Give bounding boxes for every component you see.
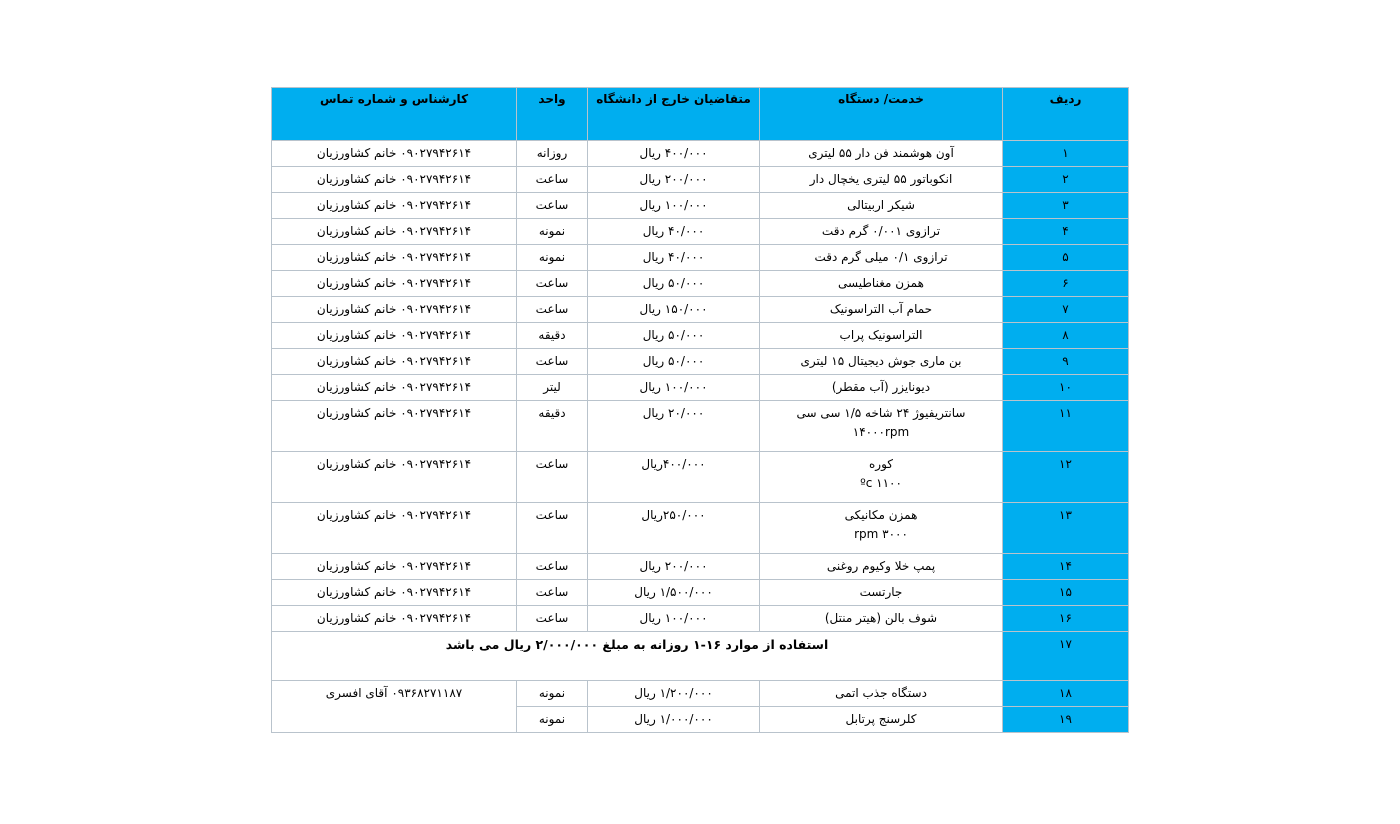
unit-cell: ساعت <box>517 503 588 554</box>
index-cell: ۱۴ <box>1003 554 1129 580</box>
table-row <box>272 349 1129 375</box>
table-row <box>272 503 1129 554</box>
header-unit: واحد <box>517 88 588 141</box>
unit-cell: ساعت <box>517 193 588 219</box>
price-cell: ۲۰/۰۰۰ ریال <box>588 401 760 452</box>
table-row <box>272 606 1129 632</box>
contact-cell: ۰۹۰۲۷۹۴۲۶۱۴ خانم کشاورزیان <box>272 141 517 167</box>
index-cell: ۸ <box>1003 323 1129 349</box>
unit-cell: ساعت <box>517 297 588 323</box>
price-cell: ۲۰۰/۰۰۰ ریال <box>588 167 760 193</box>
service-line: دیونایزر (آب مقطر) <box>831 380 931 394</box>
unit-cell: ساعت <box>517 271 588 297</box>
service-cell <box>760 681 1003 707</box>
table-row <box>272 323 1129 349</box>
header-index: ردیف <box>1003 88 1129 141</box>
service-cell <box>760 323 1003 349</box>
header-price: متقاضیان خارج از دانشگاه <box>588 88 760 141</box>
contact-cell: ۰۹۰۲۷۹۴۲۶۱۴ خانم کشاورزیان <box>272 245 517 271</box>
service-cell <box>760 193 1003 219</box>
service-cell <box>760 245 1003 271</box>
price-cell: ۱/۵۰۰/۰۰۰ ریال <box>588 580 760 606</box>
unit-cell: ساعت <box>517 606 588 632</box>
contact-cell: ۰۹۰۲۷۹۴۲۶۱۴ خانم کشاورزیان <box>272 554 517 580</box>
service-line: ۳۰۰۰ rpm <box>854 527 908 541</box>
index-cell: ۵ <box>1003 245 1129 271</box>
unit-cell: ساعت <box>517 167 588 193</box>
index-cell: ۱۷ <box>1003 632 1129 681</box>
service-cell <box>760 554 1003 580</box>
unit-cell: ساعت <box>517 580 588 606</box>
service-cell <box>760 401 1003 452</box>
table-row <box>272 580 1129 606</box>
contact-cell: ۰۹۰۲۷۹۴۲۶۱۴ خانم کشاورزیان <box>272 323 517 349</box>
unit-cell: نمونه <box>517 681 588 707</box>
service-line: دستگاه جذب اتمی <box>835 686 927 700</box>
service-line: التراسونیک پراب <box>839 328 923 342</box>
services-table <box>271 87 1129 733</box>
contact-cell: ۰۹۰۲۷۹۴۲۶۱۴ خانم کشاورزیان <box>272 193 517 219</box>
table-row <box>272 681 1129 707</box>
table-body <box>272 141 1129 733</box>
price-cell: ۲۵۰/۰۰۰ریال <box>588 503 760 554</box>
service-line: همزن مغناطیسی <box>838 276 924 290</box>
contact-cell: ۰۹۳۶۸۲۷۱۱۸۷ آقای افسری <box>272 681 517 733</box>
index-cell: ۴ <box>1003 219 1129 245</box>
table-row <box>272 554 1129 580</box>
index-cell: ۱۲ <box>1003 452 1129 503</box>
index-cell: ۱۵ <box>1003 580 1129 606</box>
price-cell: ۵۰/۰۰۰ ریال <box>588 271 760 297</box>
table-row <box>272 141 1129 167</box>
service-cell <box>760 503 1003 554</box>
table-row <box>272 271 1129 297</box>
contact-cell: ۰۹۰۲۷۹۴۲۶۱۴ خانم کشاورزیان <box>272 503 517 554</box>
unit-cell: نمونه <box>517 219 588 245</box>
unit-cell: نمونه <box>517 707 588 733</box>
service-line: ترازوی ۰/۱ میلی گرم دقت <box>814 250 948 264</box>
unit-cell: نمونه <box>517 245 588 271</box>
price-cell: ۴۰/۰۰۰ ریال <box>588 245 760 271</box>
unit-cell: دقیقه <box>517 401 588 452</box>
unit-cell: روزانه <box>517 141 588 167</box>
header-service: خدمت/ دستگاه <box>760 88 1003 141</box>
service-line: ۱۴۰۰۰rpm <box>852 425 910 439</box>
unit-cell: ساعت <box>517 554 588 580</box>
contact-cell: ۰۹۰۲۷۹۴۲۶۱۴ خانم کشاورزیان <box>272 606 517 632</box>
table-row <box>272 167 1129 193</box>
price-cell: ۱/۲۰۰/۰۰۰ ریال <box>588 681 760 707</box>
service-line: کلرسنج پرتابل <box>845 712 917 726</box>
header-row <box>272 88 1129 141</box>
index-cell: ۲ <box>1003 167 1129 193</box>
index-cell: ۳ <box>1003 193 1129 219</box>
unit-cell: لیتر <box>517 375 588 401</box>
service-line: سانتریفیوژ ۲۴ شاخه ۱/۵ سی سی <box>796 406 966 420</box>
service-cell <box>760 271 1003 297</box>
service-cell <box>760 580 1003 606</box>
price-cell: ۴۰/۰۰۰ ریال <box>588 219 760 245</box>
price-cell: ۵۰/۰۰۰ ریال <box>588 323 760 349</box>
index-cell: ۱۶ <box>1003 606 1129 632</box>
table-row <box>272 193 1129 219</box>
index-cell: ۶ <box>1003 271 1129 297</box>
service-line: ۱۱۰۰ ºc <box>860 476 902 490</box>
service-line: جارتست <box>859 585 903 599</box>
price-cell: ۱۰۰/۰۰۰ ریال <box>588 375 760 401</box>
price-cell: ۱۵۰/۰۰۰ ریال <box>588 297 760 323</box>
service-line: شوف بالن (هیتر منتل) <box>824 611 938 625</box>
service-line: آون هوشمند فن دار ۵۵ لیتری <box>808 146 954 160</box>
price-cell: ۱۰۰/۰۰۰ ریال <box>588 193 760 219</box>
service-cell <box>760 141 1003 167</box>
contact-cell: ۰۹۰۲۷۹۴۲۶۱۴ خانم کشاورزیان <box>272 580 517 606</box>
service-cell <box>760 606 1003 632</box>
service-cell <box>760 375 1003 401</box>
contact-cell: ۰۹۰۲۷۹۴۲۶۱۴ خانم کشاورزیان <box>272 375 517 401</box>
unit-cell: دقیقه <box>517 323 588 349</box>
price-cell: ۱/۰۰۰/۰۰۰ ریال <box>588 707 760 733</box>
index-cell: ۱۹ <box>1003 707 1129 733</box>
note-cell: استفاده از موارد ۱۶-۱ روزانه به مبلغ ۲/۰۰۰/۰۰۰ ریال می باشد <box>272 632 1003 681</box>
contact-cell: ۰۹۰۲۷۹۴۲۶۱۴ خانم کشاورزیان <box>272 401 517 452</box>
contact-cell: ۰۹۰۲۷۹۴۲۶۱۴ خانم کشاورزیان <box>272 271 517 297</box>
index-cell: ۷ <box>1003 297 1129 323</box>
contact-cell: ۰۹۰۲۷۹۴۲۶۱۴ خانم کشاورزیان <box>272 297 517 323</box>
service-cell <box>760 167 1003 193</box>
service-line: بن ماری جوش دیجیتال ۱۵ لیتری <box>800 354 962 368</box>
index-cell: ۹ <box>1003 349 1129 375</box>
service-line: کوره <box>869 457 893 471</box>
contact-cell: ۰۹۰۲۷۹۴۲۶۱۴ خانم کشاورزیان <box>272 167 517 193</box>
service-cell <box>760 707 1003 733</box>
header-contact: کارشناس و شماره تماس <box>272 88 517 141</box>
service-line: انکوباتور ۵۵ لیتری یخچال دار <box>809 172 953 186</box>
contact-cell: ۰۹۰۲۷۹۴۲۶۱۴ خانم کشاورزیان <box>272 219 517 245</box>
table-row <box>272 375 1129 401</box>
service-line: ترازوی ۰/۰۰۱ گرم دقت <box>821 224 941 238</box>
price-cell: ۲۰۰/۰۰۰ ریال <box>588 554 760 580</box>
table-row <box>272 219 1129 245</box>
price-cell: ۴۰۰/۰۰۰ ریال <box>588 141 760 167</box>
unit-cell: ساعت <box>517 349 588 375</box>
service-cell <box>760 297 1003 323</box>
table-row <box>272 297 1129 323</box>
contact-cell: ۰۹۰۲۷۹۴۲۶۱۴ خانم کشاورزیان <box>272 452 517 503</box>
index-cell: ۱۱ <box>1003 401 1129 452</box>
price-cell: ۱۰۰/۰۰۰ ریال <box>588 606 760 632</box>
service-cell <box>760 452 1003 503</box>
price-cell: ۴۰۰/۰۰۰ریال <box>588 452 760 503</box>
index-cell: ۱ <box>1003 141 1129 167</box>
service-line: حمام آب التراسونیک <box>829 302 933 316</box>
service-line: شیکر اربیتالی <box>847 198 915 212</box>
note-row <box>272 632 1129 681</box>
unit-cell: ساعت <box>517 452 588 503</box>
service-line: همزن مکانیکی <box>844 508 918 522</box>
service-line: پمپ خلا وکیوم روغنی <box>826 559 936 573</box>
contact-cell: ۰۹۰۲۷۹۴۲۶۱۴ خانم کشاورزیان <box>272 349 517 375</box>
index-cell: ۱۸ <box>1003 681 1129 707</box>
table-row <box>272 452 1129 503</box>
index-cell: ۱۰ <box>1003 375 1129 401</box>
table-row <box>272 401 1129 452</box>
table-row <box>272 245 1129 271</box>
service-cell <box>760 219 1003 245</box>
index-cell: ۱۳ <box>1003 503 1129 554</box>
service-cell <box>760 349 1003 375</box>
price-cell: ۵۰/۰۰۰ ریال <box>588 349 760 375</box>
